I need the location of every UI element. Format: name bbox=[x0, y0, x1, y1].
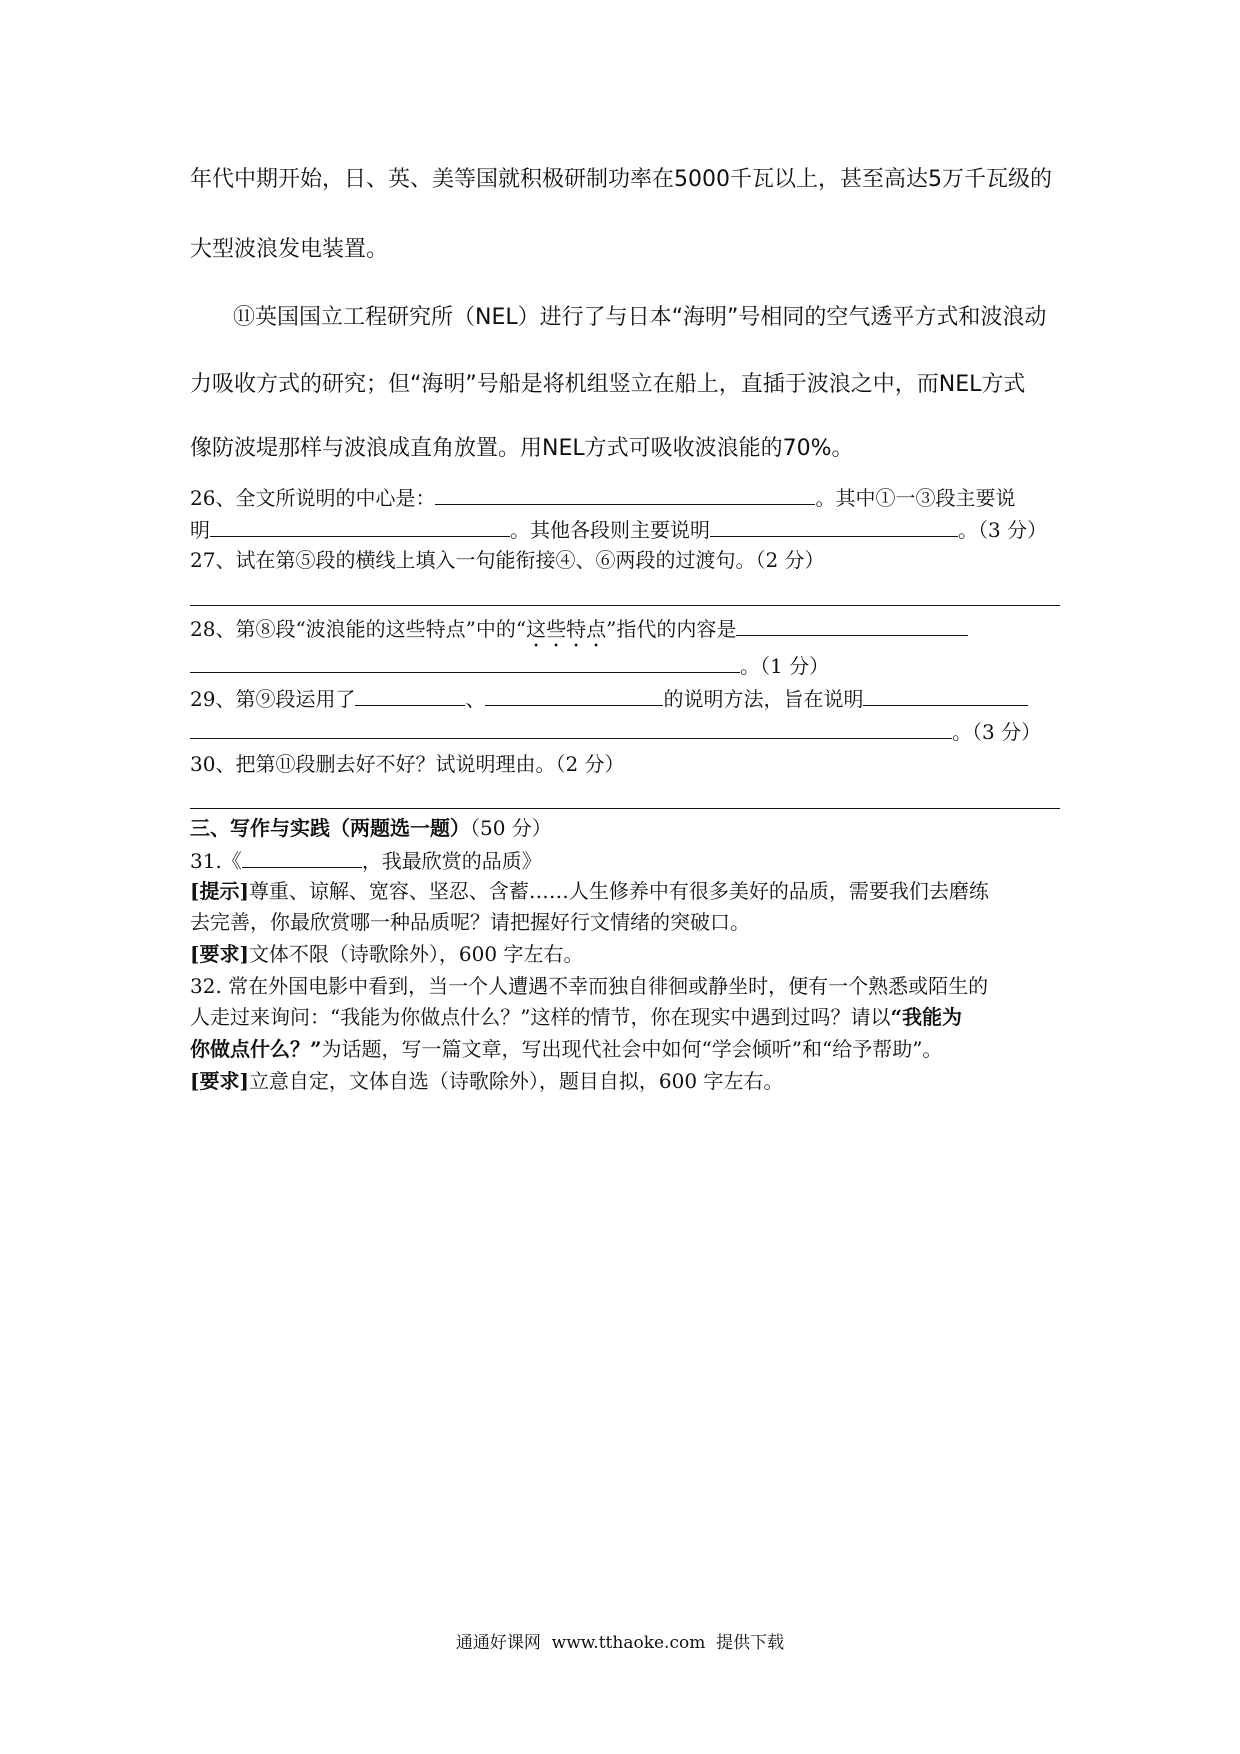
question-31-hint-line-2: 去完善，你最欣赏哪一种品质呢？请把握好行文情绪的突破口。 bbox=[190, 910, 750, 934]
answer-blank-29-purpose-part1[interactable] bbox=[863, 683, 1028, 706]
question-28-line-1: 28、第⑧段“波浪能的这些特点”中的“这些特点”指代的内容是 bbox=[190, 613, 968, 652]
answer-blank-28-part1[interactable] bbox=[736, 613, 968, 636]
question-30: 30、把第⑪段删去好不好？试说明理由。（2 分） bbox=[190, 752, 625, 776]
answer-line-27[interactable] bbox=[190, 605, 1060, 606]
answer-blank-26-part1[interactable] bbox=[210, 514, 510, 537]
question-29-line-2: 。（3 分） bbox=[190, 716, 1041, 746]
question-28-line-2: 。（1 分） bbox=[190, 650, 829, 680]
answer-blank-29-method2[interactable] bbox=[485, 683, 663, 706]
question-26-line-1: 26、全文所说明的中心是： 。其中①一③段主要说 bbox=[190, 482, 1015, 512]
question-29-line-1: 29、第⑨段运用了 、 的说明方法，旨在说明 bbox=[190, 683, 1028, 713]
question-32-line-2: 人走过来询问：“我能为你做点什么？”这样的情节，你在现实中遇到过吗？请以“我能为 bbox=[190, 1005, 962, 1029]
question-32-line-1: 32. 常在外国电影中看到，当一个人遭遇不幸而独自徘徊或静坐时，便有一个熟悉或陌生的 bbox=[190, 974, 989, 998]
question-31-title: 31.《 ，我最欣赏的品质》 bbox=[190, 845, 542, 875]
passage-paragraph-10-line-1: 年代中期开始，日、英、美等国就积极研制功率在5000千瓦以上，甚至高达5万千瓦级的 bbox=[190, 167, 1052, 192]
answer-blank-28-part2[interactable] bbox=[190, 650, 740, 673]
passage-paragraph-11-line-2: 力吸收方式的研究；但“海明”号船是将机组竖立在船上，直插于波浪之中，而NEL方式 bbox=[190, 372, 1026, 397]
passage-paragraph-11-line-3: 像防波堤那样与波浪成直角放置。用NEL方式可吸收波浪能的70%。 bbox=[190, 436, 854, 461]
answer-blank-29-method1[interactable] bbox=[355, 683, 465, 706]
page-footer: 通通好课网 www.tthaoke.com 提供下载 bbox=[455, 1633, 785, 1653]
section-3-heading: 三、写作与实践（两题选一题）（50 分） bbox=[190, 816, 552, 840]
answer-blank-26-center[interactable] bbox=[435, 482, 815, 505]
answer-line-30[interactable] bbox=[190, 808, 1060, 809]
question-26-line-2: 明 。其他各段则主要说明 。（3 分） bbox=[190, 514, 1047, 544]
emphasized-phrase: 这些特点 bbox=[526, 617, 607, 641]
passage-paragraph-10-line-2: 大型波浪发电装置。 bbox=[190, 237, 389, 262]
question-27: 27、试在第⑤段的横线上填入一句能衔接④、⑥两段的过渡句。（2 分） bbox=[190, 548, 825, 572]
question-32-line-3: 你做点什么？”为话题，写一篇文章，写出现代社会中如何“学会倾听”和“给予帮助”。 bbox=[190, 1037, 943, 1061]
answer-blank-29-purpose-part2[interactable] bbox=[190, 716, 952, 739]
answer-blank-26-part2[interactable] bbox=[710, 514, 958, 537]
passage-paragraph-11-line-1: ⑪英国国立工程研究所（NEL）进行了与日本“海明”号相同的空气透平方式和波浪动 bbox=[233, 305, 1047, 330]
question-31-requirement: [要求]文体不限（诗歌除外），600 字左右。 bbox=[190, 942, 584, 966]
question-32-requirement: [要求]立意自定，文体自选（诗歌除外），题目自拟，600 字左右。 bbox=[190, 1069, 784, 1093]
answer-blank-31-title[interactable] bbox=[242, 845, 362, 868]
question-31-hint-line-1: [提示]尊重、谅解、宽容、坚忍、含蓄……人生修养中有很多美好的品质，需要我们去磨练 bbox=[190, 879, 989, 903]
